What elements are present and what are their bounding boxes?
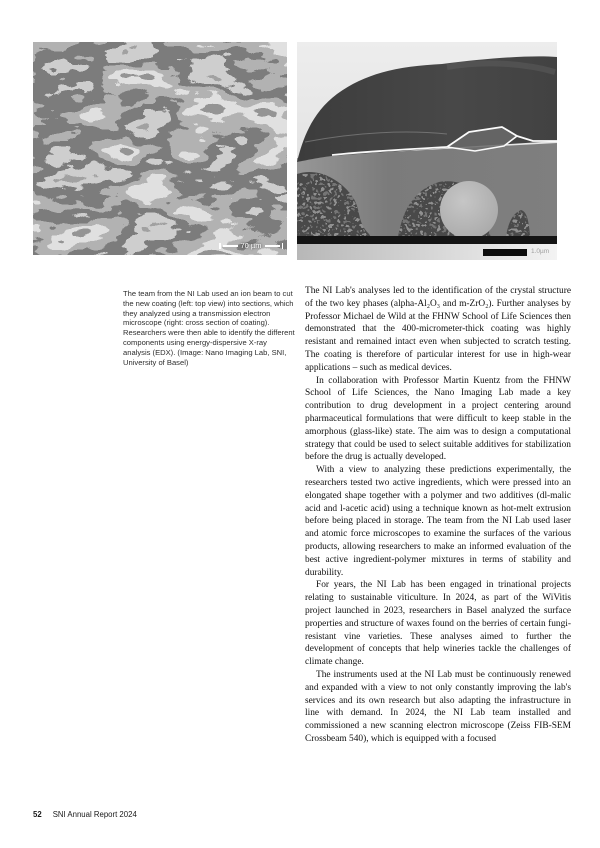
article-paragraph: The instruments used at the NI Lab must be continuously renewed and expanded with a view to not only constantly improving the lab's services and its own research but also adapting the infrastructure in line with demand. In 2024, the NI Lab team installed and commissioned a new scanning electron microscope (Zeiss FIB-SEM Crossbeam 540), which is equipped with a focused <box>305 669 571 744</box>
cross-section-image <box>297 42 557 244</box>
figure-top-view-micrograph <box>33 42 287 255</box>
sem-status-strip <box>297 244 557 260</box>
article-paragraph: In collaboration with Professor Martin Kuentz from the FHNW School of Life Sciences, the Nano Imaging Lab made a key contribution to drug development in a project centering around pharmaceutical formulations that were difficult to keep stable in the amorphous (glass-like) state. The aim was to design a computational strategy that could be used to select suitable additives for stabilization before the drug is actually developed. <box>305 375 571 463</box>
report-title: SNI Annual Report 2024 <box>52 810 137 819</box>
article-body <box>305 285 571 746</box>
article-paragraph: With a view to analyzing these predictions experimentally, the researchers tested two active ingredients, which were pressed into an elongated shape together with a polymer and two additives (dl-malic acid and l-acetic acid) using a technique known as hot-melt extrusion before being placed in storage. The team from the NI Lab used laser and atomic force microscopes to examine the surfaces of the various products, allowing researchers to make an informed evaluation of the best active ingredient-polymer mixtures in terms of stability and durability. <box>305 465 571 578</box>
figure-cross-section-micrograph <box>297 42 557 260</box>
scale-bar-right-label: 1.0µm <box>531 248 550 255</box>
micrograph-texture-image <box>33 42 287 255</box>
scale-bar-label: 70 µm <box>240 241 262 250</box>
article-paragraph: The NI Lab's analyses led to the identification of the crystal structure of the two key phases (alpha-Al₂O₃ and m-ZrO₂). Further analyses by Professor Michael de Wild at the FHNW School of Life Sciences then demonstrated that the 400-micrometer-thick coating was highly resistant and remained intact even when subjected to scratch testing. The coating is therefore of particular interest for use in high-wear applications – such as medical devices. <box>305 286 571 373</box>
page-number: 52 <box>33 810 42 819</box>
scale-bar-line <box>265 245 280 247</box>
figure-caption: The team from the NI Lab used an ion beam to cut the new coating (left: top view) into sections, which they analyzed using a transmission electron microscope (right: cross section of coating). Researchers were then able to identify the different components using energy-dispersive X-ray analysis (EDX). (Image: Nano Imaging Lab, SNI, University of Basel) <box>123 289 295 367</box>
page-footer <box>33 810 137 819</box>
article-paragraph: For years, the NI Lab has been engaged in trinational projects relating to sustainable viticulture. In 2024, as part of the WiVitis project launched in 2023, researchers in Basel analyzed the surface properties and structure of waxes found on the berries of certain fungi-resistant vine varieties. These analyses aimed to further the development of concepts that help wineries tackle the challenges of climate change. <box>305 580 571 668</box>
scale-bar-end-tick <box>282 243 284 249</box>
scale-bar-line <box>223 245 238 247</box>
scale-bar-left <box>219 242 283 250</box>
scale-bar-end-tick <box>219 243 221 249</box>
scale-bar-right <box>483 249 527 256</box>
